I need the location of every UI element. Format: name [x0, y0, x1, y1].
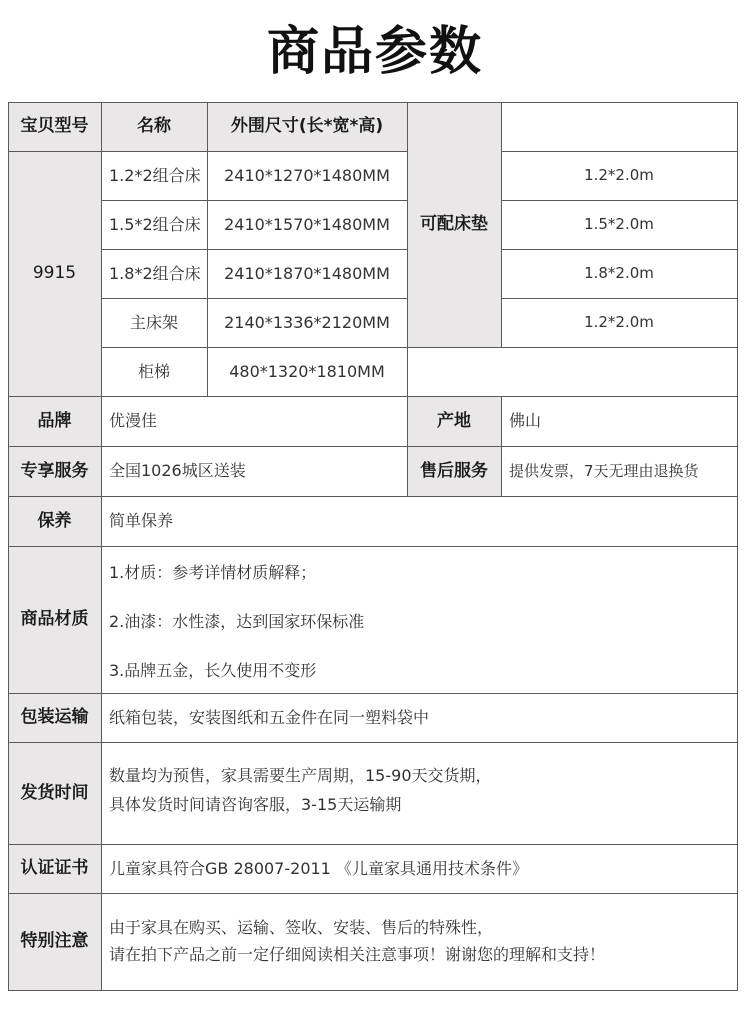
product-size: 480*1320*1810MM [229, 361, 385, 381]
product-name: 柜梯 [137, 361, 170, 381]
after-sales-label: 售后服务 [407, 446, 501, 496]
brand-label: 品牌 [8, 396, 101, 446]
brand-value: 优漫佳 [109, 411, 158, 431]
product-name: 1.8*2组合床 [109, 263, 201, 283]
shipping-line: 数量均为预售，家具需要生产周期，15-90天交货期， [109, 766, 492, 786]
certification-label: 认证证书 [8, 844, 101, 893]
service-label: 专享服务 [8, 446, 101, 496]
table-divider [8, 844, 738, 845]
table-divider [8, 151, 101, 152]
certification-value: 儿童家具符合GB 28007-2011 《儿童家具通用技术条件》 [109, 858, 528, 878]
table-divider [8, 496, 738, 497]
mattress-header-blank [501, 102, 737, 151]
mattress-label: 可配床垫 [407, 102, 501, 347]
material-line: 3.品牌五金，长久使用不变形 [109, 660, 317, 680]
product-size: 2410*1570*1480MM [224, 214, 390, 234]
notice-line: 由于家具在购买、运输、签收、安装、售后的特殊性， [109, 918, 494, 938]
page-title: 商品参数 [266, 22, 483, 82]
packaging-label: 包装运输 [8, 693, 101, 742]
shipping-label: 发货时间 [8, 742, 101, 844]
shipping-line: 具体发货时间请咨询客服，3-15天运输期 [109, 795, 402, 815]
table-divider [207, 102, 208, 396]
size-header-label: 外围尺寸(长*宽*高) [207, 102, 407, 151]
maintenance-label: 保养 [8, 496, 101, 546]
table-divider [101, 200, 407, 201]
table-divider [8, 546, 738, 547]
table-divider [101, 102, 102, 991]
table-divider [501, 102, 502, 347]
table-divider [501, 151, 738, 152]
table-divider [501, 249, 738, 250]
product-name: 主床架 [129, 312, 178, 332]
material-line: 1.材质：参考详情材质解释； [109, 562, 317, 582]
packaging-value: 纸箱包装，安装图纸和五金件在同一塑料袋中 [109, 707, 430, 727]
service-value: 全国1026城区送装 [109, 461, 246, 481]
notice-line: 请在拍下产品之前一定仔细阅读相关注意事项！谢谢您的理解和支持！ [109, 945, 606, 965]
table-divider [8, 742, 738, 743]
mattress-size: 1.8*2.0m [584, 264, 654, 283]
table-divider [501, 200, 738, 201]
origin-label: 产地 [407, 396, 501, 446]
table-divider [101, 347, 738, 348]
after-sales-value: 提供发票，7天无理由退换货 [509, 461, 699, 480]
name-header-label: 名称 [101, 102, 207, 151]
notice-label: 特别注意 [8, 893, 101, 990]
table-divider [8, 693, 738, 694]
maintenance-value: 简单保养 [109, 511, 174, 531]
table-divider [8, 446, 738, 447]
product-size: 2410*1270*1480MM [224, 165, 390, 185]
table-divider [8, 893, 738, 894]
material-label: 商品材质 [8, 546, 101, 693]
table-divider [8, 396, 738, 397]
origin-value: 佛山 [509, 411, 542, 431]
table-border [737, 102, 738, 991]
product-name: 1.5*2组合床 [109, 214, 201, 234]
table-divider [407, 102, 408, 496]
material-line: 2.油漆：水性漆，达到国家环保标准 [109, 611, 365, 631]
table-border [8, 102, 738, 103]
table-border [8, 102, 9, 991]
table-divider [101, 151, 407, 152]
mattress-size: 1.2*2.0m [584, 166, 654, 185]
table-divider [101, 298, 407, 299]
table-divider [501, 298, 738, 299]
table-border [8, 990, 738, 991]
mattress-size: 1.2*2.0m [584, 313, 654, 332]
model-header-label: 宝贝型号 [8, 102, 101, 151]
table-divider [501, 396, 502, 496]
mattress-size: 1.5*2.0m [584, 215, 654, 234]
product-name: 1.2*2组合床 [109, 165, 201, 185]
table-divider [101, 249, 407, 250]
product-size: 2410*1870*1480MM [224, 263, 390, 283]
model-value: 9915 [8, 151, 101, 396]
product-size: 2140*1336*2120MM [224, 312, 390, 332]
mattress-size [501, 347, 737, 396]
